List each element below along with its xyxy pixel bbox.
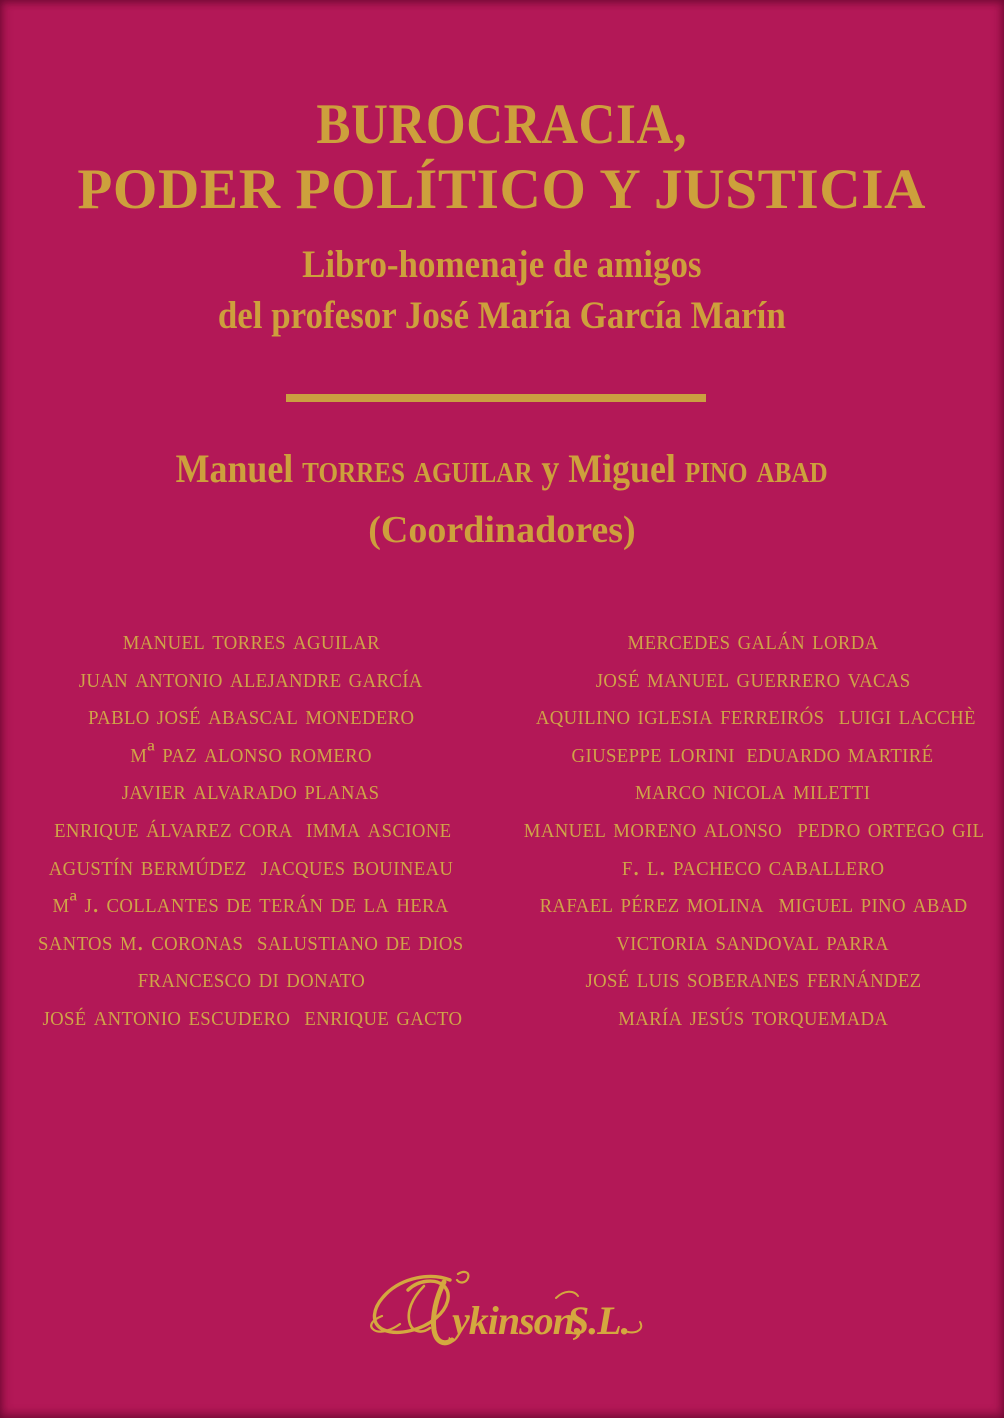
contributor-name: miguel pino abad (778, 887, 968, 920)
coordinator-2-surname: pino abad (685, 446, 828, 491)
divider-rule (286, 394, 706, 402)
coordinator-1-given-name: Manuel (175, 446, 303, 491)
coordinator-1-surname: torres aguilar (302, 446, 533, 491)
contributor-name: luigi lacchè (838, 699, 976, 732)
coordinator-2-given-name: Miguel (568, 446, 686, 491)
contributor-name: giuseppe lorini (571, 736, 735, 769)
contributors-left-column (0, 622, 502, 1036)
coordinators-block (0, 445, 1004, 552)
contributor-name: pablo josé abascal monedero (87, 699, 415, 732)
subtitle-block (0, 240, 1004, 341)
contributor-name: mª paz alonso romero (130, 736, 372, 769)
subtitle-line-2: del profesor José María García Marín (217, 293, 786, 337)
contributor-name: eduardo martiré (746, 736, 934, 769)
contributor-name: manuel torres aguilar (122, 624, 380, 656)
contributor-name: francesco di donato (137, 962, 365, 995)
contributor-name: pedro ortego gil (797, 811, 985, 844)
contributor-name: agustín bermúdez (49, 849, 248, 882)
coordinators-names (176, 445, 828, 492)
title-block (0, 93, 1004, 221)
contributor-name: rafael pérez molina (539, 887, 765, 920)
contributor-name: salustiano de dios (257, 924, 464, 957)
contributors-list (0, 622, 1004, 1036)
contributor-name: jacques bouineau (260, 849, 454, 882)
contributor-name: maría jesús torquemada (617, 999, 889, 1032)
publisher-logo (0, 1268, 1004, 1360)
contributor-name: marco nicola miletti (635, 774, 871, 807)
contributor-name: mª j. collantes de terán de la hera (52, 887, 450, 920)
coordinators-conjunction: y (532, 446, 569, 491)
contributor-name: santos m. coronas (38, 924, 244, 957)
page-title-line-2: PODER POLÍTICO Y JUSTICIA (77, 158, 927, 221)
contributor-name: juan antonio alejandre garcía (78, 661, 423, 694)
coordinators-role-label: (Coordinadores) (368, 509, 636, 552)
contributor-name: victoria sandoval parra (616, 924, 890, 957)
contributor-name: josé luis soberanes fernández (584, 962, 922, 995)
contributor-name: josé antonio escudero (42, 999, 291, 1032)
contributor-name: manuel moreno alonso (524, 811, 783, 844)
contributor-name: imma ascione (305, 811, 452, 844)
contributor-name: josé manuel guerrero vacas (595, 661, 911, 694)
svg-text:S.L.: S.L. (567, 1298, 630, 1343)
contributors-right-column (502, 622, 1004, 1036)
subtitle-line-1: Libro-homenaje de amigos (302, 243, 702, 286)
page-title-line-1: BUROCRACIA, (316, 93, 688, 156)
contributor-name: aquilino iglesia ferreirós (535, 699, 825, 732)
contributor-name: enrique gacto (304, 999, 463, 1032)
contributor-name: f. l. pacheco caballero (621, 849, 885, 882)
contributor-name: enrique álvarez cora (54, 811, 293, 844)
svg-text:ykinson,: ykinson, (452, 1298, 583, 1343)
contributor-name: mercedes galán lorda (627, 624, 879, 656)
contributor-name: javier alvarado planas (122, 774, 380, 807)
